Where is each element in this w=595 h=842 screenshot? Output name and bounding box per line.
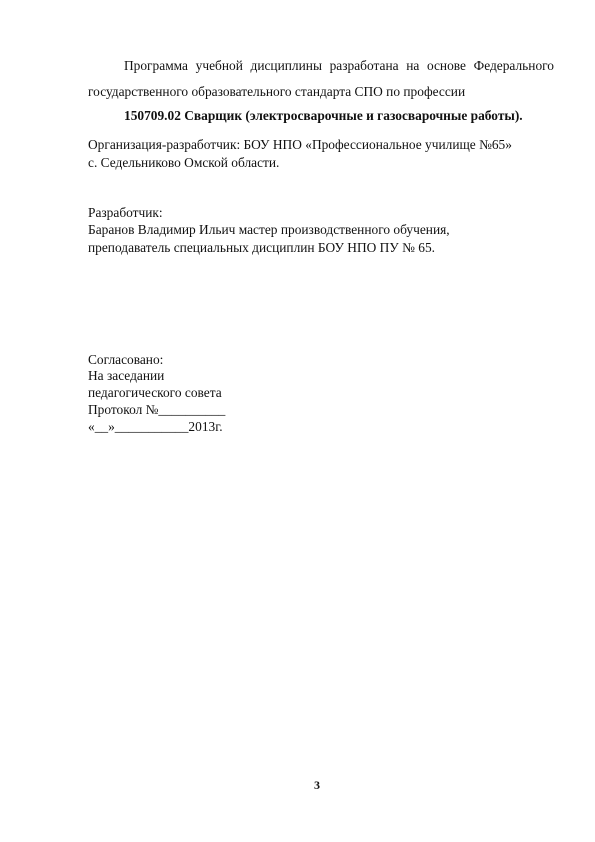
intro-line-1: Программа учебной дисциплины разработана на основе Федерального	[124, 58, 554, 73]
intro-line-2: государственного образовательного стандарта СПО по профессии	[88, 84, 466, 99]
approval-label: Согласовано:	[88, 352, 164, 367]
organization-line-1: Организация-разработчик: БОУ НПО «Профессиональное училище №65»	[88, 137, 512, 152]
developer-line-1: Баранов Владимир Ильич мастер производственного обучения,	[88, 222, 450, 237]
protocol-line: Протокол №__________	[88, 402, 226, 417]
developer-label: Разработчик:	[88, 205, 163, 220]
page-number: 3	[314, 778, 320, 792]
approval-line-1: На заседании	[88, 368, 165, 383]
developer-line-2: преподаватель специальных дисциплин БОУ НПО ПУ № 65.	[88, 240, 435, 255]
approval-date: «__»___________2013г.	[88, 419, 223, 434]
profession-title: 150709.02 Сварщик (электросварочные и газосварочные работы).	[124, 108, 523, 123]
approval-line-2: педагогического совета	[88, 385, 222, 400]
organization-line-2: с. Седельниково Омской области.	[88, 155, 280, 170]
